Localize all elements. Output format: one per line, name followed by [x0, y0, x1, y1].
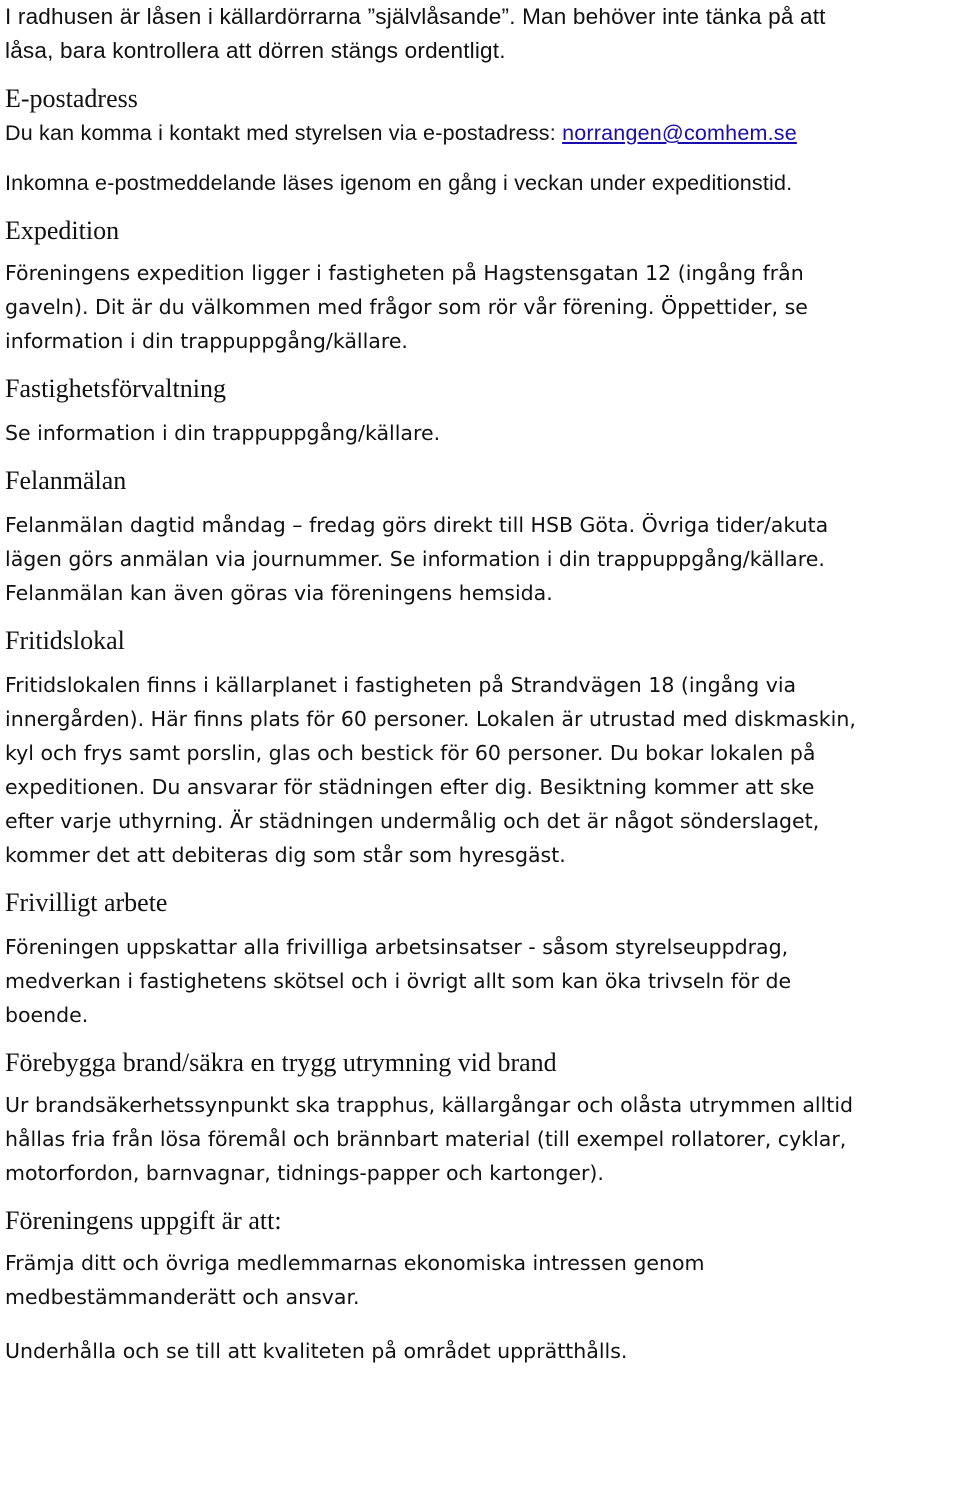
fault-report-line: lägen görs anmälan via journummer. Se information i din trappuppgång/källare.	[5, 547, 825, 571]
fire-safety-heading: Förebygga brand/säkra en trygg utrymning vid brand	[5, 1048, 557, 1077]
recreation-room-line: kyl och frys samt porslin, glas och bestick för 60 personer. Du bokar lokalen på	[5, 741, 816, 765]
fault-report-paragraph	[5, 508, 955, 610]
recreation-room-line: Fritidslokalen finns i källarplanet i fastigheten på Strandvägen 18 (ingång via	[5, 673, 797, 697]
intro-line-2: låsa, bara kontrollera att dörren stängs ordentligt.	[5, 38, 506, 63]
association-purpose-paragraph-1	[5, 1246, 955, 1314]
expedition-paragraph	[5, 256, 955, 358]
fire-safety-paragraph	[5, 1088, 955, 1190]
recreation-room-line: kommer det att debiteras dig som står som hyresgäst.	[5, 843, 566, 867]
fire-safety-line: motorfordon, barnvagnar, tidnings-papper och kartonger).	[5, 1161, 604, 1185]
expedition-line: Föreningens expedition ligger i fastigheten på Hagstensgatan 12 (ingång från	[5, 261, 804, 285]
recreation-room-heading: Fritidslokal	[5, 626, 125, 655]
recreation-room-line: innergården). Här finns plats för 60 personer. Lokalen är utrustad med diskmaskin,	[5, 707, 856, 731]
recreation-room-line: efter varje uthyrning. Är städningen undermålig och det är något sönderslaget,	[5, 809, 820, 833]
intro-line-1: I radhusen är låsen i källardörrarna ”självlåsande”. Man behöver inte tänka på att	[5, 4, 826, 29]
intro-paragraph	[5, 0, 955, 68]
volunteer-paragraph	[5, 930, 955, 1032]
association-purpose-line: medbestämmanderätt och ansvar.	[5, 1285, 360, 1309]
fire-safety-line: Ur brandsäkerhetssynpunkt ska trapphus, källargångar och olåsta utrymmen alltid	[5, 1093, 854, 1117]
fault-report-heading: Felanmälan	[5, 466, 127, 495]
volunteer-heading: Frivilligt arbete	[5, 888, 168, 917]
recreation-room-line: expeditionen. Du ansvarar för städningen efter dig. Besiktning kommer att ske	[5, 775, 815, 799]
expedition-line: information i din trappuppgång/källare.	[5, 329, 408, 353]
property-management-line: Se information i din trappuppgång/källare.	[5, 421, 441, 445]
email-paragraph	[5, 116, 955, 150]
email-text: Du kan komma i kontakt med styrelsen via e-postadress:	[5, 121, 563, 145]
volunteer-line: medverkan i fastighetens skötsel och i övrigt allt som kan öka trivseln för de	[5, 969, 792, 993]
fault-report-line: Felanmälan dagtid måndag – fredag görs direkt till HSB Göta. Övriga tider/akuta	[5, 513, 829, 537]
association-purpose-paragraph-2: Underhålla och se till att kvaliteten på området upprätthålls.	[5, 1339, 628, 1363]
fault-report-line: Felanmälan kan även göras via föreningens hemsida.	[5, 581, 553, 605]
recreation-room-paragraph	[5, 668, 955, 872]
email-note: Inkomna e-postmeddelande läses igenom en gång i veckan under expeditionstid.	[5, 171, 793, 195]
association-purpose-heading: Föreningens uppgift är att:	[5, 1206, 282, 1235]
property-management-paragraph	[5, 416, 955, 450]
email-heading: E-postadress	[5, 84, 138, 113]
association-purpose-line: Främja ditt och övriga medlemmarnas ekonomiska intressen genom	[5, 1251, 705, 1275]
expedition-heading: Expedition	[5, 216, 120, 245]
volunteer-line: boende.	[5, 1003, 89, 1027]
expedition-line: gaveln). Dit är du välkommen med frågor som rör vår förening. Öppettider, se	[5, 295, 808, 319]
email-link[interactable]: norrangen@comhem.se	[562, 121, 797, 145]
volunteer-line: Föreningen uppskattar alla frivilliga arbetsinsatser - såsom styrelseuppdrag,	[5, 935, 789, 959]
property-management-heading: Fastighetsförvaltning	[5, 374, 226, 403]
fire-safety-line: hållas fria från lösa föremål och brännbart material (till exempel rollatorer, cyklar,	[5, 1127, 847, 1151]
